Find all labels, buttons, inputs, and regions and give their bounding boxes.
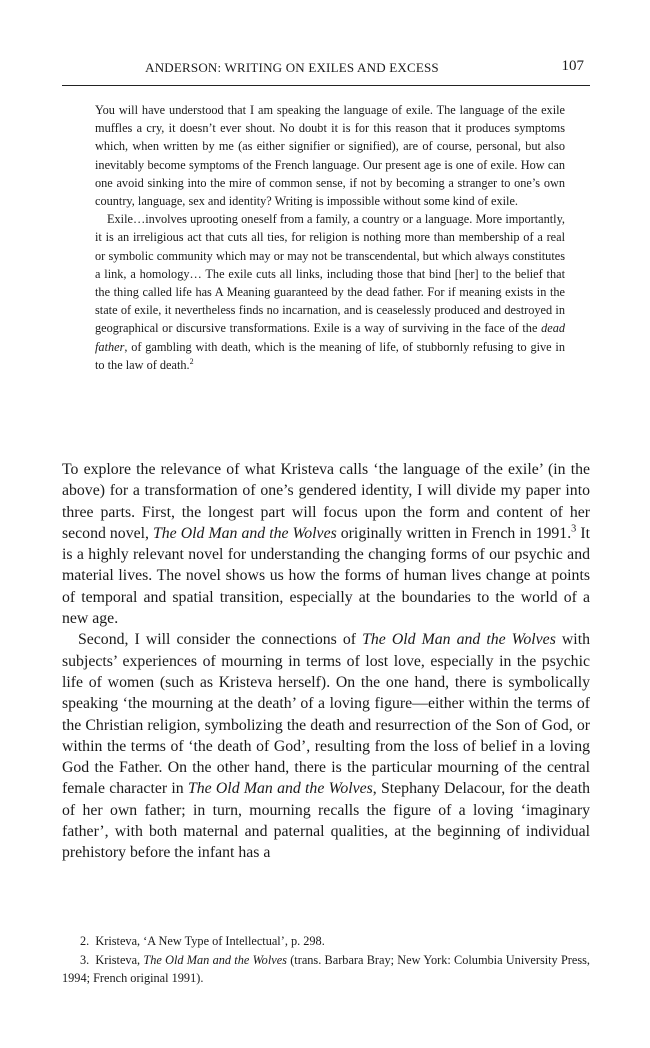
quote-paragraph [95, 101, 565, 210]
body-text-run: It is a highly relevant novel for understanding the changing forms of our psychic and material lives. The novel shows us how the forms of human lives change at points of temporal and spatial transition, especially at the boundaries to the world of a new age. [62, 524, 590, 628]
quote-text: , of gambling with death, which is the meaning of life, of stubbornly refusing to give in to the law of death. [95, 339, 565, 372]
body-paragraph [62, 629, 590, 863]
body-text [62, 459, 590, 864]
footnote-3 [62, 951, 590, 988]
footnotes [62, 932, 590, 988]
block-quote [95, 101, 565, 374]
body-text-run: To explore the relevance of what Kristeva calls ‘the language of the exile’ (in the above) for a transformation of one’s gendered identity, I will divide my paper into three parts. First, the longest part will focus upon the form and content of her second novel, [62, 461, 590, 542]
footnote-text: (trans. Barbara Bray; New York: Columbia University Press, 1994; French original 1991). [62, 952, 590, 985]
page-header [62, 58, 590, 82]
body-text-run: Second, I will consider the connections of [78, 631, 363, 649]
body-text-run: with subjects’ experiences of mourning in terms of lost love, especially in the psychic life of women (such as Kristeva herself). On the one hand, there is symbolically speaking ‘the mourning at the death’ of a loving figure—either within the terms of the Christian religion, symbolizing the death and resurrection of the Son of God, or within the terms of ‘the death of God’, resulting from the loss of belief in a loving God the Father. On the other hand, there is the particular mourning of the central female character in [62, 631, 590, 798]
page-number: 107 [561, 58, 584, 74]
quote-emphasis: dead father [95, 321, 565, 354]
book-title: The Old Man and the Wolves [153, 524, 337, 542]
footnote-text: 2. Kristeva, ‘A New Type of Intellectual’, p. 298. [80, 934, 325, 948]
footnote-text: 3. Kristeva, [80, 952, 144, 967]
footnote-2 [62, 932, 590, 951]
body-text-run: , Stephany Delacour, for the death of her own father; in turn, mourning recalls the figure of a loving ‘imaginary father’, with both maternal and paternal qualities, at the beginning of individual prehistory before the infant has a [62, 780, 590, 862]
quote-text: Exile…involves uprooting oneself from a family, a country or a language. More importantly, it is an irreligious act that cuts all ties, for religion is nothing more than membership of a real or symbolic community which may or may not be transcendental, but which always constitutes a link, a homology… The exile cuts all links, including those that bind [her] to the belief that the thing called life has A Meaning guaranteed by the dead father. For if meaning exists in the state of exile, it nevertheless finds no incarnation, and is ceaselessly produced and destroyed in geographical or discursive transformations. Exile is a way of surviving in the face of the [95, 212, 565, 336]
book-title: The Old Man and the Wolves [187, 780, 373, 798]
body-text-run: originally written in French in 1991. [336, 524, 572, 542]
running-head: ANDERSON: WRITING ON EXILES AND EXCESS [145, 60, 439, 75]
header-rule [62, 85, 590, 86]
quote-text: You will have understood that I am speaking the language of exile. The language of the exile muffles a cry, it doesn’t ever shout. No doubt it is for this reason that it produces symptoms which, when written by me (as either signifier or signified), are of course, personal, but also inevitably become symptoms of the French language. Our present age is one of exile. How can one avoid sinking into the mire of common sense, if not by becoming a stranger to one’s own country, language, sex and identity? Writing is impossible without some kind of exile. [95, 103, 565, 209]
footnote-ref[interactable]: 2 [189, 356, 194, 366]
quote-paragraph [95, 210, 565, 374]
book-title: The Old Man and the Wolves [143, 952, 287, 967]
body-paragraph [62, 459, 590, 629]
footnote-ref[interactable]: 3 [571, 523, 577, 535]
book-title: The Old Man and the Wolves [362, 631, 556, 649]
